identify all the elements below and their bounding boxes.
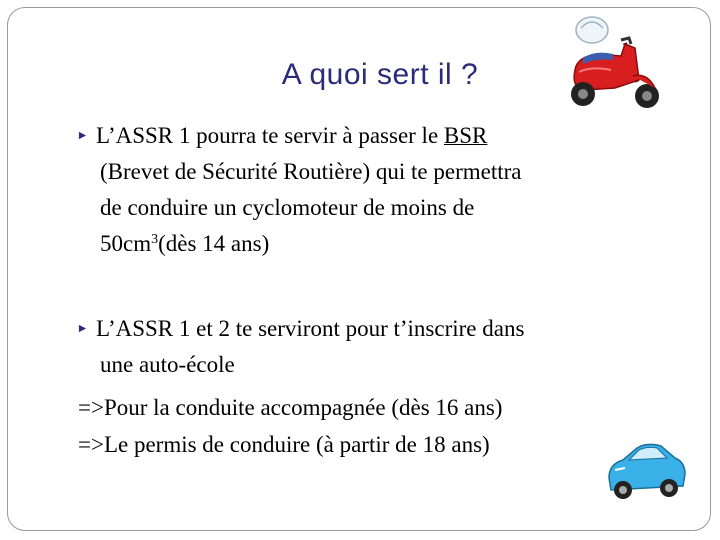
bsr-link[interactable]: BSR: [443, 123, 488, 148]
bullet-icon: [78, 324, 87, 333]
scooter-icon: [555, 10, 673, 112]
bullet-1: [78, 118, 678, 262]
sub-line-accompagnee: =>Pour la conduite accompagnée (dès 16 ans): [78, 395, 503, 420]
car-icon: [603, 438, 689, 502]
bullet-2: [78, 311, 678, 383]
bullet-2-line-2: une auto-école: [100, 352, 235, 377]
sub-line-permis: =>Le permis de conduire (à partir de 18 ans): [78, 432, 490, 457]
bullet-1-line-3: de conduire un cyclomoteur de moins de: [100, 195, 475, 220]
bullet-icon: [78, 131, 87, 140]
bullet-1-text-a: L’ASSR 1 pourra te servir à passer le: [96, 123, 444, 148]
slide-title: A quoi sert il ?: [281, 58, 479, 91]
bullet-1-line-2: (Brevet de Sécurité Routière) qui te permettra: [100, 159, 522, 184]
bullet-2-line-1: L’ASSR 1 et 2 te serviront pour t’inscrire dans: [96, 316, 525, 341]
bullet-1-line-4: $50cm^3(dès$ 14 ans): [100, 231, 270, 256]
